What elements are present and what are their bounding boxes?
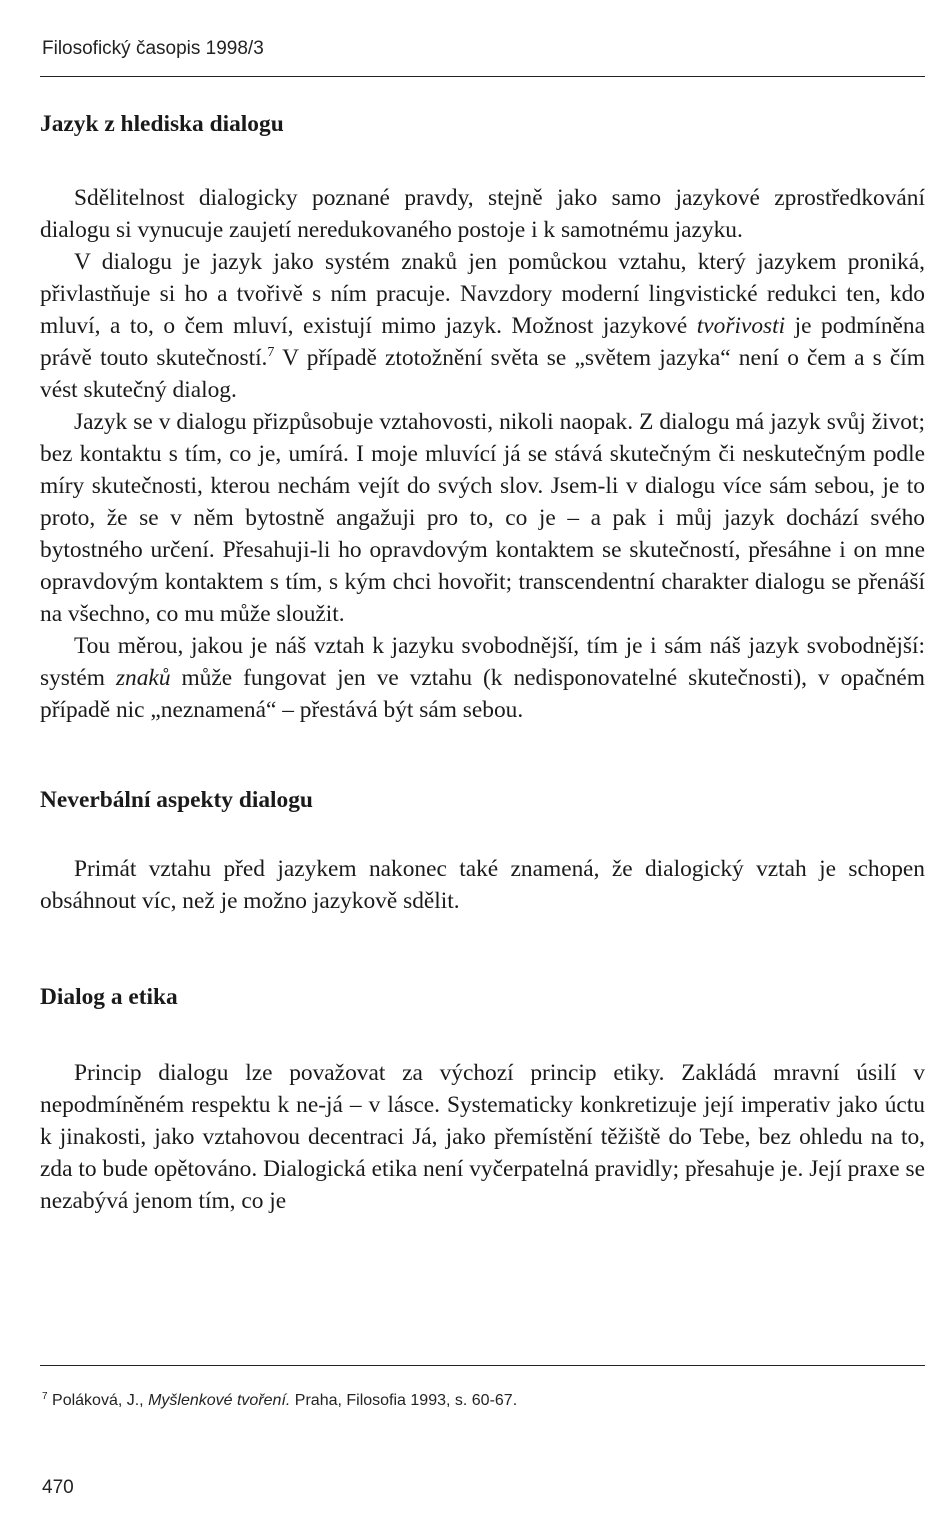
section-heading-nonverbal: Neverbální aspekty dialogu	[40, 787, 313, 813]
italic-term: tvořivosti	[696, 313, 786, 339]
paragraph	[40, 630, 925, 726]
footnote-rest: Praha, Filosofia 1993, s. 60-67.	[290, 1392, 518, 1409]
text-run: Tou měrou, jakou je náš vztah k jazyku svobodnější, tím je i sám náš jazyk svobodnější: systém	[40, 633, 925, 691]
paragraph: Sdělitelnost dialogicky poznané pravdy, stejně jako samo jazykové zprostředkování dialogu si vynucuje zaujetí neredukovaného postoje i k samotnému jazyku.	[40, 185, 925, 243]
running-head: Filosofický časopis 1998/3	[42, 38, 264, 59]
text-run: V dialogu je jazyk jako systém znaků jen pomůckou vztahu, který jazykem proniká, přivlastňuje si ho a tvořivě s ním pracuje. Navzdory moderní lingvistické redukci ten, kdo mluví, a to, o čem mluví, existují mimo jazyk. Možnost jazykové	[40, 249, 925, 339]
paragraph	[40, 246, 925, 406]
page-number: 470	[42, 1477, 74, 1498]
footnote-rule	[40, 1365, 925, 1366]
header-rule	[40, 76, 925, 77]
footnote-title: Myšlenkové tvoření.	[148, 1392, 291, 1409]
paragraph: Jazyk se v dialogu přizpůsobuje vztahovosti, nikoli naopak. Z dialogu má jazyk svůj život; bez kontaktu s tím, co je, umírá. I moje mluvící já se stává skutečným či neskutečným podle míry skutečnosti, kterou nechám vejít do svých slov. Jsem-li v dialogu více sám sebou, je to proto, že se v něm bytostně angažuji pro to, co je – a pak i můj jazyk dochází svého bytostného určení. Přesahuji-li ho opravdovým kontaktem se skutečností, přesáhne i on mne opravdovým kontaktem s tím, s kým chci hovořit; transcendentní charakter dialogu se přenáší na všechno, co mu může sloužit.	[40, 409, 925, 627]
text-run: V případě ztotožnění světa se „světem jazyka“ není o čem a s čím vést skutečný dialog.	[40, 345, 925, 403]
paragraph: Primát vztahu před jazykem nakonec také znamená, že dialogický vztah je schopen obsáhnout víc, než je možno jazykově sdělit.	[40, 856, 925, 914]
footnote-author: Poláková, J.,	[52, 1392, 149, 1409]
main-text	[40, 108, 925, 1217]
paragraph: Princip dialogu lze považovat za výchozí princip etiky. Zakládá mravní úsilí v nepodmíněném respektu k ne-já – v lásce. Systematicky konkretizuje její imperativ jako úctu k jinakosti, jako vztahovou decentraci Já, jako přemístění těžiště do Tebe, bez ohledu na to, zda to bude opětováno. Dialogická etika není vyčerpatelná pravidly; přesahuje je. Její praxe se nezabývá jenom tím, co je	[40, 1060, 925, 1214]
text-run: může fungovat jen ve vztahu (k nedisponovatelné skutečnosti), v opačném případě nic „neznamená“ – přestává být sám sebou.	[40, 665, 925, 723]
italic-term: znaků	[115, 665, 171, 691]
footnote-ref: 7	[267, 345, 275, 360]
footnote	[42, 1392, 517, 1410]
section-heading-language: Jazyk z hlediska dialogu	[40, 111, 284, 137]
text-run: je podmíněna právě touto skutečností.	[40, 313, 925, 371]
footnote-number: 7	[42, 1391, 48, 1402]
section-heading-ethics: Dialog a etika	[40, 984, 178, 1010]
